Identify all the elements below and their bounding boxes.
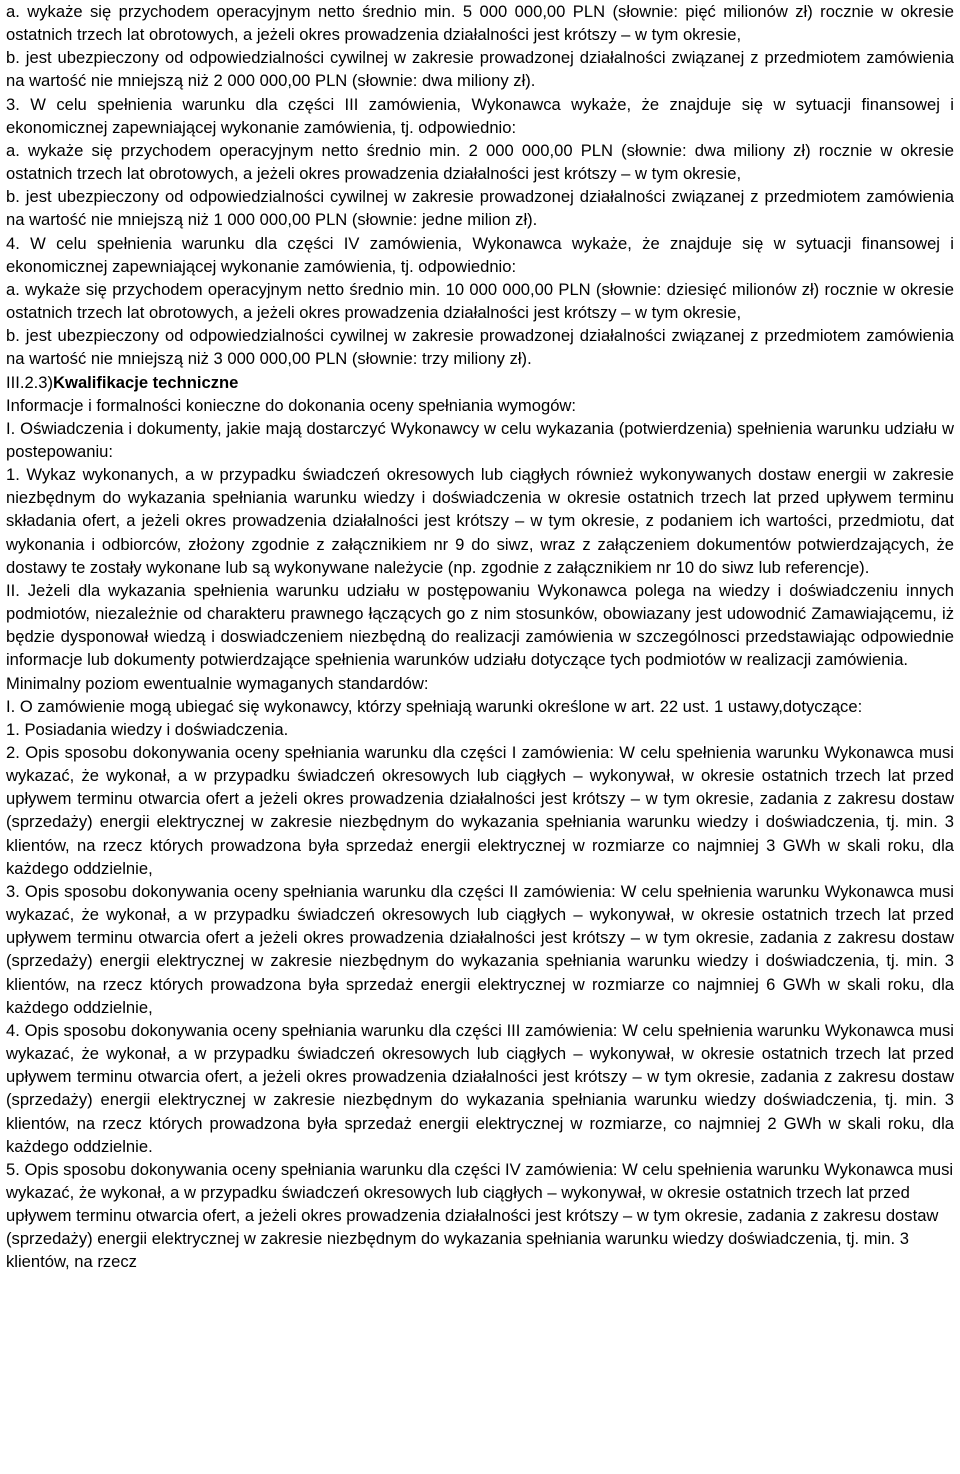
paragraph-assessment-part-iii: 4. Opis sposobu dokonywania oceny spełniania warunku dla części III zamówienia: W celu spełnienia warunku Wykonawca musi wykazać, że wykonał, a w przypadku świadczeń okresowych lub ciągłych – wykonywał, w okresie ostatnich trzech lat przed upływem terminu otwarcia ofert, a jeżeli okres prowadzenia działalności jest krótszy – w tym okresie, zadania z zakresu dostaw (sprzedaży) energii elektrycznej w zakresie niezbędnym do wykazania spełniania warunku wiedzy doświadczenia, tj. min. 3 klientów, na rzecz których prowadzona była sprzedaż energii elektrycznej w rozmiarze, co najmniej 2 GWh w skali roku, dla każdego oddzielnie. <box>6 1020 954 1156</box>
paragraph-4b-insurance: b. jest ubezpieczony od odpowiedzialności cywilnej w zakresie prowadzonej działalności związanej z przedmiotem zamówienia na wartość nie mniejszą niż 3 000 000,00 PLN (słownie: trzy miliony zł). <box>6 326 954 369</box>
paragraph-3b-insurance: b. jest ubezpieczony od odpowiedzialności cywilnej w zakresie prowadzonej działalności związanej z przedmiotem zamówienia na wartość nie mniejszą niż 1 000 000,00 PLN (słownie: jedne milion zł). <box>6 187 954 230</box>
paragraph-assessment-part-i: 2. Opis sposobu dokonywania oceny spełniania warunku dla części I zamówienia: W celu spełnienia warunku Wykonawca musi wykazać, że wykonał, a w przypadku świadczeń okresowych lub ciągłych – wykonywał, w okresie ostatnich trzech lat przed upływem terminu otwarcia ofert a jeżeli okres prowadzenia działalności jest krótszy – w tym okresie, zadania z zakresu dostaw (sprzedaży) energii elektrycznej w zakresie niezbędnym do wykazania spełniania warunku wiedzy i doświadczenia, tj. min. 3 klientów, na rzecz których prowadzona była sprzedaż energii elektrycznej w rozmiarze co najmniej 3 GWh w skali roku, dla każdego oddzielnie, <box>6 743 954 878</box>
section-title: Kwalifikacje techniczne <box>53 372 239 392</box>
paragraph-eligibility: I. O zamówienie mogą ubiegać się wykonawcy, którzy spełniają warunki określone w art. 22 ust. 1 ustawy,dotyczące: <box>6 696 863 716</box>
paragraph-other-entities: II. Jeżeli dla wykazania spełnienia warunku udziału w postępowaniu Wykonawca polega na wiedzy i doświadczeniu innych podmiotów, niezależnie od charakteru prawnego łączących go z nim stosunków, obowiazany jest udowodnić Zamawiającemu, iż będzie dysponował wiedzą i doswiadczeniem niezbędną do realizacji zamówienia w szczególnosci przedstawiając odpowiednie informacje lub dokumenty potwierdzające spełnienia warunków udziału dotyczące tych podmiotów w realizacji zamówienia. <box>6 580 954 670</box>
paragraph-3a-revenue: a. wykaże się przychodem operacyjnym netto średnio min. 2 000 000,00 PLN (słownie: dwa miliony zł) rocznie w okresie ostatnich trzech lat obrotowych, a jeżeli okres prowadzenia działalności jest krótszy – w tym okresie, <box>6 140 954 184</box>
paragraph-4a-revenue: a. wykaże się przychodem operacyjnym netto średnio min. 10 000 000,00 PLN (słownie: dziesięć milionów zł) rocznie w okresie ostatnich trzech lat obrotowych, a jeżeli okres prowadzenia działalności jest krótszy – w tym okresie, <box>6 279 954 323</box>
paragraph-knowledge-experience: 1. Posiadania wiedzy i doświadczenia. <box>6 719 289 739</box>
paragraph-4-part-iv: 4. W celu spełnienia warunku dla części IV zamówienia, Wykonawca wykaże, że znajduje się w sytuacji finansowej i ekonomicznej zapewniającej wykonanie zamówienia, tj. odpowiednio: <box>6 233 954 276</box>
paragraph-statements-documents: I. Oświadczenia i dokumenty, jakie mają dostarczyć Wykonawcy w celu wykazania (potwierdzenia) spełnienia warunku udziału w postepowaniu: <box>6 418 954 461</box>
document-page <box>6 0 954 1274</box>
paragraph-minimum-standards: Minimalny poziom ewentualnie wymaganych standardów: <box>6 673 429 693</box>
paragraph-list-of-deliveries: 1. Wykaz wykonanych, a w przypadku świadczeń okresowych lub ciągłych również wykonywanych dostaw energii w zakresie niezbędnym do wykazania spełniania warunku wiedzy i doświadczenia w okresie ostatnich trzech lat przed upływem terminu składania ofert, a jeżeli okres prowadzenia działalności jest krótszy – w tym okresie, z podaniem ich wartości, przedmiotu, dat wykonania i odbiorców, złożony zgodnie z załącznikiem nr 9 do siwz, wraz z załączeniem dokumentów potwierdzających, że dostawy te zostały wykonane lub są wykonywane należycie (np. zgodnie z załącznikiem nr 10 do siwz lub referencje). <box>6 465 954 577</box>
paragraph-assessment-part-iv: 5. Opis sposobu dokonywania oceny spełniania warunku dla części IV zamówienia: W celu spełnienia warunku Wykonawca musi wykazać, że wykonał, a w przypadku świadczeń okresowych lub ciągłych – wykonywał, w okresie ostatnich trzech lat przed upływem terminu otwarcia ofert, a jeżeli okres prowadzenia działalności jest krótszy – w tym okresie, zadania z zakresu dostaw (sprzedaży) energii elektrycznej w zakresie niezbędnym do wykazania spełniania warunku wiedzy doświadczenia, tj. min. 3 klientów, na rzecz <box>6 1159 954 1272</box>
paragraph-1a-revenue: a. wykaże się przychodem operacyjnym netto średnio min. 5 000 000,00 PLN (słownie: pięć milionów zł) rocznie w okresie ostatnich trzech lat obrotowych, a jeżeli okres prowadzenia działalności jest krótszy – w tym okresie, <box>6 2 954 45</box>
paragraph-info-formalities: Informacje i formalności konieczne do dokonania oceny spełniania wymogów: <box>6 395 577 415</box>
section-number: III.2.3) <box>6 372 54 392</box>
paragraph-3-part-iii: 3. W celu spełnienia warunku dla części III zamówienia, Wykonawca wykaże, że znajduje się w sytuacji finansowej i ekonomicznej zapewniającej wykonanie zamówienia, tj. odpowiednio: <box>6 94 954 137</box>
section-heading <box>6 371 954 394</box>
paragraph-1b-insurance: b. jest ubezpieczony od odpowiedzialności cywilnej w zakresie prowadzonej działalności związanej z przedmiotem zamówienia na wartość nie mniejszą niż 2 000 000,00 PLN (słownie: dwa miliony zł). <box>6 48 954 91</box>
paragraph-assessment-part-ii: 3. Opis sposobu dokonywania oceny spełniania warunku dla części II zamówienia: W celu spełnienia warunku Wykonawca musi wykazać, że wykonał, a w przypadku świadczeń okresowych lub ciągłych – wykonywał, w okresie ostatnich trzech lat przed upływem terminu otwarcia ofert a jeżeli okres prowadzenia działalności jest krótszy – w tym okresie, zadania z zakresu dostaw (sprzedaży) energii elektrycznej w zakresie niezbędnym do wykazania spełniania warunku wiedzy i doświadczenia, tj. min. 3 klientów, na rzecz których prowadzona była sprzedaż energii elektrycznej w rozmiarze co najmniej 6 GWh w skali roku, dla każdego oddzielnie, <box>6 881 954 1017</box>
